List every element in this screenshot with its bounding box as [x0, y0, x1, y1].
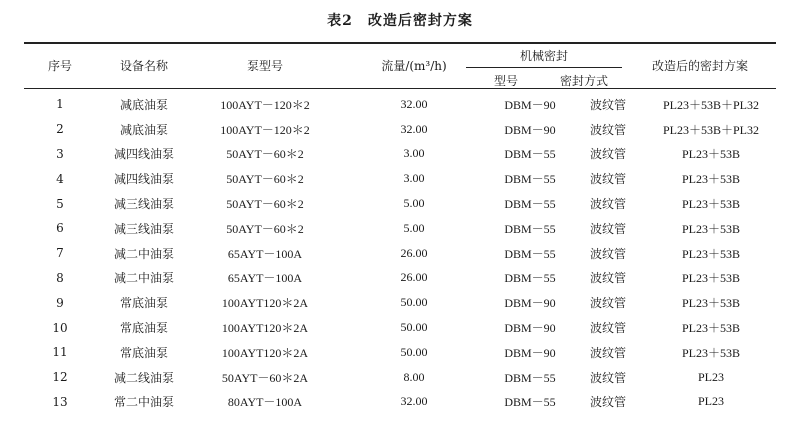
- cell-name: 减三线油泵: [113, 197, 174, 212]
- cell-name: 常底油泵: [119, 321, 168, 336]
- cell-seal-mode: 波纹管: [589, 172, 626, 187]
- cell-name: 减二线油泵: [113, 370, 174, 385]
- cell-model: 65AYT－100A: [227, 271, 303, 286]
- cell-seal-model: DBM－55: [504, 271, 556, 286]
- cell-model: 50AYT－60＊2: [226, 221, 304, 236]
- cell-name: 减三线油泵: [113, 221, 174, 236]
- seal-plan-table: [24, 92, 776, 414]
- cell-flow: 3.00: [403, 146, 425, 161]
- cell-flow: 50.00: [400, 320, 428, 335]
- header-flow: 流量/(m³/h): [381, 59, 447, 73]
- cell-seq: 8: [56, 270, 64, 285]
- cell-seal-mode: 波纹管: [589, 370, 626, 385]
- cell-model: 50AYT－60＊2: [226, 172, 304, 187]
- table-row: [24, 340, 776, 365]
- header-model: 泵型号: [246, 59, 284, 73]
- cell-flow: 3.00: [403, 171, 425, 186]
- mech-seal-rule: [466, 67, 622, 68]
- cell-model: 100AYT120＊2A: [221, 321, 309, 336]
- header-mech-seal: 机械密封: [519, 49, 569, 63]
- cell-seq: 7: [56, 246, 64, 261]
- cell-seal-model: DBM－55: [504, 395, 556, 410]
- cell-seal-model: DBM－55: [504, 147, 556, 162]
- cell-seq: 2: [56, 122, 64, 137]
- cell-flow: 50.00: [400, 295, 428, 310]
- cell-seal-mode: 波纹管: [589, 197, 626, 212]
- cell-model: 50AYT－60＊2: [226, 197, 304, 212]
- cell-seal-model: DBM－90: [504, 321, 556, 336]
- cell-seal-model: DBM－90: [504, 122, 556, 137]
- cell-model: 50AYT－60＊2: [226, 147, 304, 162]
- cell-plan: PL23＋53B: [681, 197, 740, 212]
- cell-name: 减四线油泵: [113, 172, 174, 187]
- cell-model: 65AYT－100A: [227, 246, 303, 261]
- cell-seal-mode: 波纹管: [589, 147, 626, 162]
- table-row: [24, 117, 776, 142]
- cell-seal-model: DBM－55: [504, 197, 556, 212]
- cell-seal-mode: 波纹管: [589, 321, 626, 336]
- cell-plan: PL23: [697, 369, 724, 384]
- cell-seal-mode: 波纹管: [589, 345, 626, 360]
- cell-seal-model: DBM－90: [504, 296, 556, 311]
- top-rule: [24, 42, 776, 44]
- cell-model: 50AYT－60＊2A: [221, 370, 309, 385]
- cell-seal-model: DBM－55: [504, 221, 556, 236]
- cell-flow: 5.00: [403, 220, 425, 235]
- cell-flow: 32.00: [400, 96, 428, 111]
- cell-seal-mode: 波纹管: [589, 271, 626, 286]
- header-seal-model: 型号: [493, 74, 519, 88]
- header-seq: 序号: [47, 59, 73, 73]
- cell-flow: 26.00: [400, 270, 428, 285]
- cell-seq: 10: [52, 320, 68, 335]
- cell-flow: 26.00: [400, 245, 428, 260]
- cell-name: 常二中油泵: [113, 395, 174, 410]
- cell-seal-model: DBM－55: [504, 370, 556, 385]
- header-plan: 改造后的密封方案: [651, 59, 749, 73]
- table-row: [24, 390, 776, 415]
- cell-flow: 5.00: [403, 196, 425, 211]
- cell-plan: PL23＋53B: [681, 345, 740, 360]
- table-row: [24, 266, 776, 291]
- cell-model: 100AYT－120＊2: [220, 97, 310, 112]
- cell-seal-model: DBM－55: [504, 172, 556, 187]
- cell-plan: PL23＋53B: [681, 271, 740, 286]
- cell-seq: 12: [52, 370, 68, 385]
- cell-seal-mode: 波纹管: [589, 395, 626, 410]
- table-row: [24, 216, 776, 241]
- cell-seal-mode: 波纹管: [589, 296, 626, 311]
- cell-seq: 1: [56, 97, 64, 112]
- cell-seal-mode: 波纹管: [589, 221, 626, 236]
- table-row: [24, 365, 776, 390]
- cell-flow: 50.00: [400, 344, 428, 359]
- cell-name: 减底油泵: [119, 122, 168, 137]
- cell-plan: PL23＋53B: [681, 172, 740, 187]
- table-row: [24, 142, 776, 167]
- table-row: [24, 191, 776, 216]
- cell-seal-mode: 波纹管: [589, 246, 626, 261]
- cell-plan: PL23＋53B: [681, 296, 740, 311]
- cell-seq: 6: [56, 221, 64, 236]
- cell-seal-mode: 波纹管: [589, 97, 626, 112]
- cell-plan: PL23＋53B: [681, 246, 740, 261]
- table-row: [24, 241, 776, 266]
- cell-seal-model: DBM－90: [504, 97, 556, 112]
- cell-model: 100AYT120＊2A: [221, 345, 309, 360]
- cell-model: 80AYT－100A: [227, 395, 303, 410]
- cell-plan: PL23＋53B＋PL32: [662, 97, 759, 112]
- header-name: 设备名称: [119, 59, 169, 73]
- cell-seal-mode: 波纹管: [589, 122, 626, 137]
- cell-seq: 5: [56, 196, 64, 211]
- cell-seq: 9: [56, 295, 64, 310]
- cell-name: 减二中油泵: [113, 246, 174, 261]
- table-title: 表2 改造后密封方案: [327, 13, 473, 29]
- header-seal-mode: 密封方式: [559, 74, 609, 88]
- cell-plan: PL23＋53B: [681, 221, 740, 236]
- cell-model: 100AYT120＊2A: [221, 296, 309, 311]
- cell-seq: 11: [52, 345, 68, 360]
- cell-name: 减底油泵: [119, 97, 168, 112]
- cell-seq: 13: [52, 394, 68, 409]
- cell-plan: PL23＋53B: [681, 321, 740, 336]
- cell-flow: 32.00: [400, 394, 428, 409]
- cell-name: 常底油泵: [119, 296, 168, 311]
- cell-flow: 8.00: [403, 369, 425, 384]
- cell-plan: PL23: [697, 394, 724, 409]
- cell-plan: PL23＋53B: [681, 147, 740, 162]
- cell-name: 常底油泵: [119, 345, 168, 360]
- cell-flow: 32.00: [400, 121, 428, 136]
- header-rule: [24, 88, 776, 89]
- table-row: [24, 92, 776, 117]
- table-row: [24, 315, 776, 340]
- table-row: [24, 166, 776, 191]
- cell-seq: 4: [56, 171, 64, 186]
- cell-name: 减二中油泵: [113, 271, 174, 286]
- table-row: [24, 290, 776, 315]
- cell-name: 减四线油泵: [113, 147, 174, 162]
- cell-seq: 3: [56, 146, 64, 161]
- cell-seal-model: DBM－90: [504, 345, 556, 360]
- cell-plan: PL23＋53B＋PL32: [662, 122, 759, 137]
- cell-seal-model: DBM－55: [504, 246, 556, 261]
- cell-model: 100AYT－120＊2: [220, 122, 310, 137]
